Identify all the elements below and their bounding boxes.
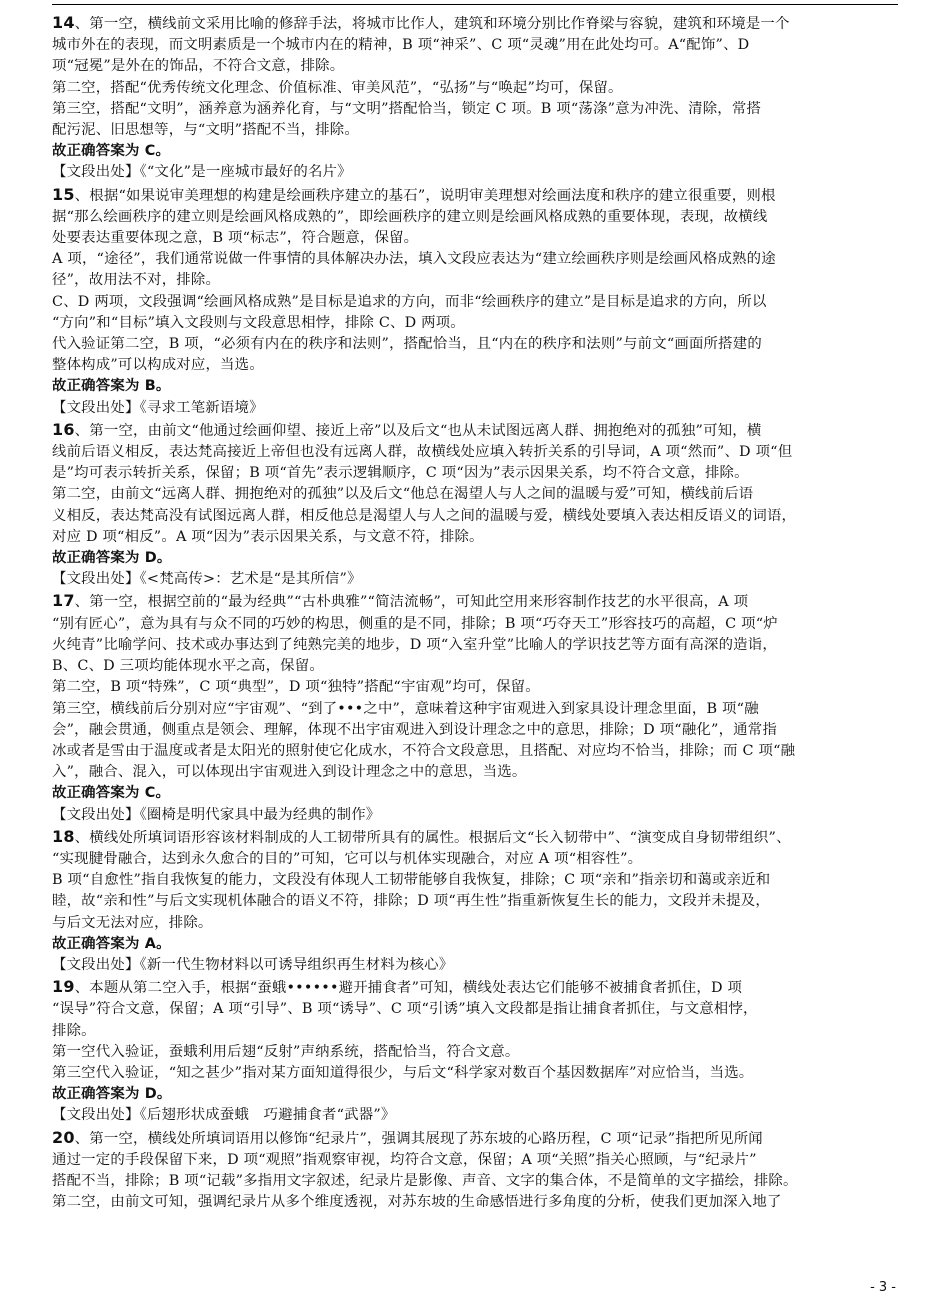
text-line: 代入验证第二空，B 项，“必须有内在的秩序和法则”，搭配恰当，且“内在的秩序和法则”与前文“画面所搭建的 [52, 336, 762, 353]
answer-line: 故正确答案为 D。 [52, 1086, 172, 1103]
text-line: 冰或者是雪由于温度或者是太阳光的照射使它化成水，不符合文段意思，且搭配、对应均不恰当，排除；而 C 项“融 [52, 742, 796, 759]
text-line: 入”，融合、混入，可以体现出宇宙观进入到设计理念之中的意思，当选。 [52, 764, 527, 781]
question-number: 16 [52, 419, 75, 439]
text-line: 会”，融会贯通，侧重点是领会、理解，体现不出宇宙观进入到设计理念之中的意思，排除；D 项“融化”，通常指 [52, 721, 777, 738]
text-line: A 项，“途径”，我们通常说做一件事情的具体解决办法，填入文段应表达为“建立绘画秩序则是绘画风格成熟的途 [52, 251, 776, 268]
text-line: 义相反，表达梵高没有试图远离人群，相反他总是渴望人与人之间的温暖与爱，横线处要填入表达相反语义的词语， [52, 507, 797, 524]
text-line: 【文段出处】《新一代生物材料以可诱导组织再生材料为核心》 [52, 956, 454, 973]
question-start-line [52, 826, 898, 849]
text-line: 与后文无法对应，排除。 [52, 914, 213, 931]
text-line: 第二空，搭配“优秀传统文化理念、价值标准、审美风范”，“弘扬”与“唤起”均可，保留。 [52, 79, 623, 96]
text-line: B 项“自愈性”指自我恢复的能力，文段没有体现人工韧带能够自我恢复，排除；C 项“亲和”指亲切和蔼或亲近和 [52, 872, 771, 889]
text-line: 第三空，搭配“文明”，涵养意为涵养化育，与“文明”搭配恰当，锁定 C 项。B 项“荡涤”意为冲洗、清除，常搭 [52, 100, 762, 117]
question-text: 、根据“如果说审美理想的构建是绘画秩序建立的基石”，说明审美理想对绘画法度和秩序的建立很重要，则根 [74, 187, 776, 204]
answer-line: 故正确答案为 C。 [52, 785, 171, 802]
question-text: 、本题从第二空入手，根据“蚕蛾••••••避开捕食者”可知，横线处表达它们能够不被捕食者抓住，D 项 [74, 980, 743, 997]
text-line: 【文段出处】《寻求工笔新语境》 [52, 399, 264, 416]
text-line: “别有匠心”，意为具有与众不同的巧妙的构思，侧重的是不同，排除；B 项“巧夺天工”形容技巧的高超，C 项“炉 [52, 615, 778, 632]
question-text: 、第一空，横线前文采用比喻的修辞手法，将城市比作人，建筑和环境分别比作脊梁与容貌，建筑和环境是一个 [74, 16, 790, 32]
question-text: 、横线处所填词语形容该材料制成的人工韧带所具有的属性。根据后文“长入韧带中”、“演变成自身韧带组织”、 [74, 829, 791, 846]
question-start-line [52, 1127, 898, 1150]
question-number: 14 [52, 13, 75, 32]
question-start-line [52, 419, 898, 442]
text-line: 搭配不当，排除；B 项“记载”多指用文字叙述，纪录片是影像、声音、文字的集合体，不是简单的文字描绘，排除。 [52, 1172, 798, 1189]
text-line: 通过一定的手段保留下来，D 项“观照”指观察审视，均符合文意，保留；A 项“关照”指关心照顾，与“纪录片” [52, 1151, 757, 1168]
text-line: 第三空代入验证，“知之甚少”指对某方面知道得很少，与后文“科学家对数百个基因数据库”对应恰当，当选。 [52, 1064, 754, 1081]
text-line: 第二空，由前文“远离人群、拥抱绝对的孤独”以及后文“他总在渴望人与人之间的温暖与爱”可知，横线前后语 [52, 486, 754, 503]
text-line: B、C、D 三项均能体现水平之高，保留。 [52, 658, 324, 675]
text-line: 城市外在的表现，而文明素质是一个城市内在的精神，B 项“神采”、C 项“灵魂”用在此处均可。A“配饰”、D [52, 37, 750, 54]
text-line: 第三空，横线前后分别对应“宇宙观”、“到了•••之中”，意味着这种宇宙观进入到家具设计理念里面，B 项“融 [52, 700, 759, 717]
top-rule [52, 4, 898, 5]
text-line: 线前后语义相反，表达梵高接近上帝但也没有远离人群，故横线处应填入转折关系的引导词，A 项“然而”、D 项“但 [52, 444, 793, 461]
text-line: 整体构成”可以构成对应，当选。 [52, 357, 264, 374]
text-line: “方向”和“目标”填入文段则与文段意思相悖，排除 C、D 两项。 [52, 314, 465, 331]
text-line: 【文段出处】《后翅形状成蚕蛾 巧避捕食者“武器”》 [52, 1107, 396, 1124]
text-line: “实现腱骨融合，达到永久愈合的目的”可知，它可以与机体实现融合，对应 A 项“相容性”。 [52, 850, 643, 867]
answer-line: 故正确答案为 A。 [52, 935, 171, 952]
question-start-line [52, 976, 898, 999]
text-line: 【文段出处】《<梵高传>：艺术是“是其所信”》 [52, 571, 362, 588]
answer-explanations [52, 12, 898, 1213]
question-text: 、第一空，由前文“他通过绘画仰望、接近上帝”以及后文“也从未试图远离人群、拥抱绝对的孤独”可知，横 [74, 422, 762, 439]
text-line: 项“冠冕”是外在的饰品，不符合文意，排除。 [52, 58, 345, 75]
question-number: 18 [52, 826, 75, 846]
page-number: - 3 - [870, 1280, 896, 1295]
text-line: 处要表达重要体现之意，B 项“标志”，符合题意，保留。 [52, 230, 419, 247]
question-number: 19 [52, 977, 75, 997]
text-line: 第二空，由前文可知，强调纪录片从多个维度透视，对苏东坡的生命感悟进行多角度的分析，使我们更加深入地了 [52, 1194, 782, 1211]
text-line: 睦，故“亲和性”与后文实现机体融合的语义不符，排除；D 项“再生性”指重新恢复生长的能力，文段并未提及， [52, 893, 770, 910]
question-text: 、第一空，根据空前的“最为经典”“古朴典雅”“简洁流畅”，可知此空用来形容制作技艺的水平很高，A 项 [74, 594, 749, 611]
text-line: C、D 两项，文段强调“绘画风格成熟”是目标是追求的方向，而非“绘画秩序的建立”是目标是追求的方向，所以 [52, 293, 767, 310]
question-number: 20 [52, 1127, 75, 1147]
text-line: 第一空代入验证，蚕蛾利用后翅“反射”声纳系统，搭配恰当，符合文意。 [52, 1043, 520, 1060]
question-number: 17 [52, 591, 75, 611]
text-line: 【文段出处】《圈椅是明代家具中最为经典的制作》 [52, 806, 381, 823]
text-line: 据“那么绘画秩序的建立则是绘画风格成熟的”，即绘画秩序的建立则是绘画风格成熟的重要体现，表现，故横线 [52, 208, 768, 225]
text-line: 【文段出处】《“文化”是一座城市最好的名片》 [52, 164, 352, 181]
text-line: 火纯青”比喻学问、技术或办事达到了纯熟完美的地步，D 项“入室升堂”比喻人的学识技艺等方面有高深的造诣， [52, 636, 777, 653]
text-line: 排除。 [52, 1022, 96, 1039]
text-line: 径”，故用法不对，排除。 [52, 272, 221, 289]
question-start-line [52, 184, 898, 207]
question-number: 15 [52, 184, 75, 204]
answer-line: 故正确答案为 B。 [52, 378, 171, 395]
answer-line: 故正确答案为 C。 [52, 143, 171, 160]
text-line: 对应 D 项“相反”。A 项“因为”表示因果关系，与文意不符，排除。 [52, 528, 484, 545]
question-start-line [52, 12, 898, 35]
question-start-line [52, 590, 898, 613]
text-line: 第二空，B 项“特殊”，C 项“典型”，D 项“独特”搭配“宇宙观”均可，保留。 [52, 679, 540, 696]
question-text: 、第一空，横线处所填词语用以修饰“纪录片”，强调其展现了苏东坡的心路历程，C 项“记录”指把所见所闻 [74, 1130, 763, 1147]
text-line: 配污泥、旧思想等，与“文明”搭配不当，排除。 [52, 122, 359, 139]
answer-line: 故正确答案为 D。 [52, 550, 172, 567]
text-line: 是”均可表示转折关系，保留；B 项“首先”表示逻辑顺序，C 项“因为”表示因果关系，均不符合文意，排除。 [52, 465, 749, 482]
text-line: “误导”符合文意，保留；A 项“引导”、B 项“诱导”、C 项“引诱”填入文段都是指让捕食者抓住，与文意相悖， [52, 1001, 758, 1018]
